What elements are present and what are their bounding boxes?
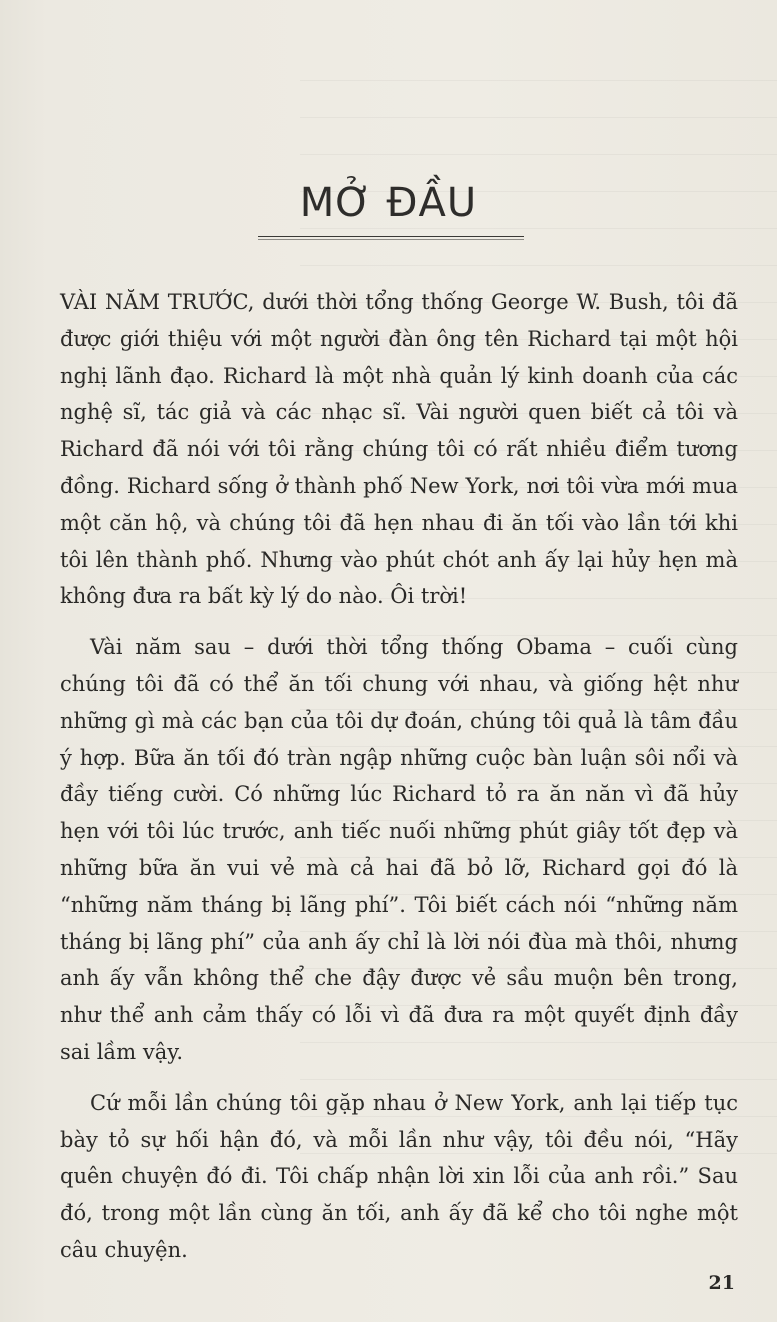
chapter-body [60, 284, 738, 1283]
paragraph-1: VÀI NĂM TRƯỚC, dưới thời tổng thống George W. Bush, tôi đã được giới thiệu với một người đàn ông tên Richard tại một hội nghị lãnh đạo. Richard là một nhà quản lý kinh doanh của các nghệ sĩ, tác giả và các nhạc sĩ. Vài người quen biết cả tôi và Richard đã nói với tôi rằng chúng tôi có rất nhiều điểm tương đồng. Richard sống ở thành phố New York, nơi tôi vừa mới mua một căn hộ, và chúng tôi đã hẹn nhau đi ăn tối vào lần tới khi tôi lên thành phố. Nhưng vào phút chót anh ấy lại hủy hẹn mà không đưa ra bất kỳ lý do nào. Ôi trời! [60, 290, 738, 609]
chapter-title: MỞ ĐẦU [299, 180, 478, 226]
paragraph-3: Cứ mỗi lần chúng tôi gặp nhau ở New York, anh lại tiếp tục bày tỏ sự hối hận đó, và mỗi lần như vậy, tôi đều nói, “Hãy quên chuyện đó đi. Tôi chấp nhận lời xin lỗi của anh rồi.” Sau đó, trong một lần cùng ăn tối, anh ấy đã kể cho tôi nghe một câu chuyện. [60, 1090, 738, 1262]
page-number: 21 [708, 1272, 735, 1294]
paragraph-2: Vài năm sau – dưới thời tổng thống Obama – cuối cùng chúng tôi đã có thể ăn tối chung với nhau, và giống hệt như những gì mà các bạn của tôi dự đoán, chúng tôi quả là tâm đầu ý hợp. Bữa ăn tối đó tràn ngập những cuộc bàn luận sôi nổi và đầy tiếng cười. Có những lúc Richard tỏ ra ăn năn vì đã hủy hẹn với tôi lúc trước, anh tiếc nuối những phút giây tốt đẹp và những bữa ăn vui vẻ mà cả hai đã bỏ lỡ, Richard gọi đó là “những năm tháng bị lãng phí”. Tôi biết cách nói “những năm tháng bị lãng phí” của anh ấy chỉ là lời nói đùa mà thôi, nhưng anh ấy vẫn không thể che đậy được vẻ sầu muộn bên trong, như thể anh cảm thấy có lỗi vì đã đưa ra một quyết định đầy sai lầm vậy. [60, 635, 738, 1064]
title-underline [258, 236, 524, 237]
